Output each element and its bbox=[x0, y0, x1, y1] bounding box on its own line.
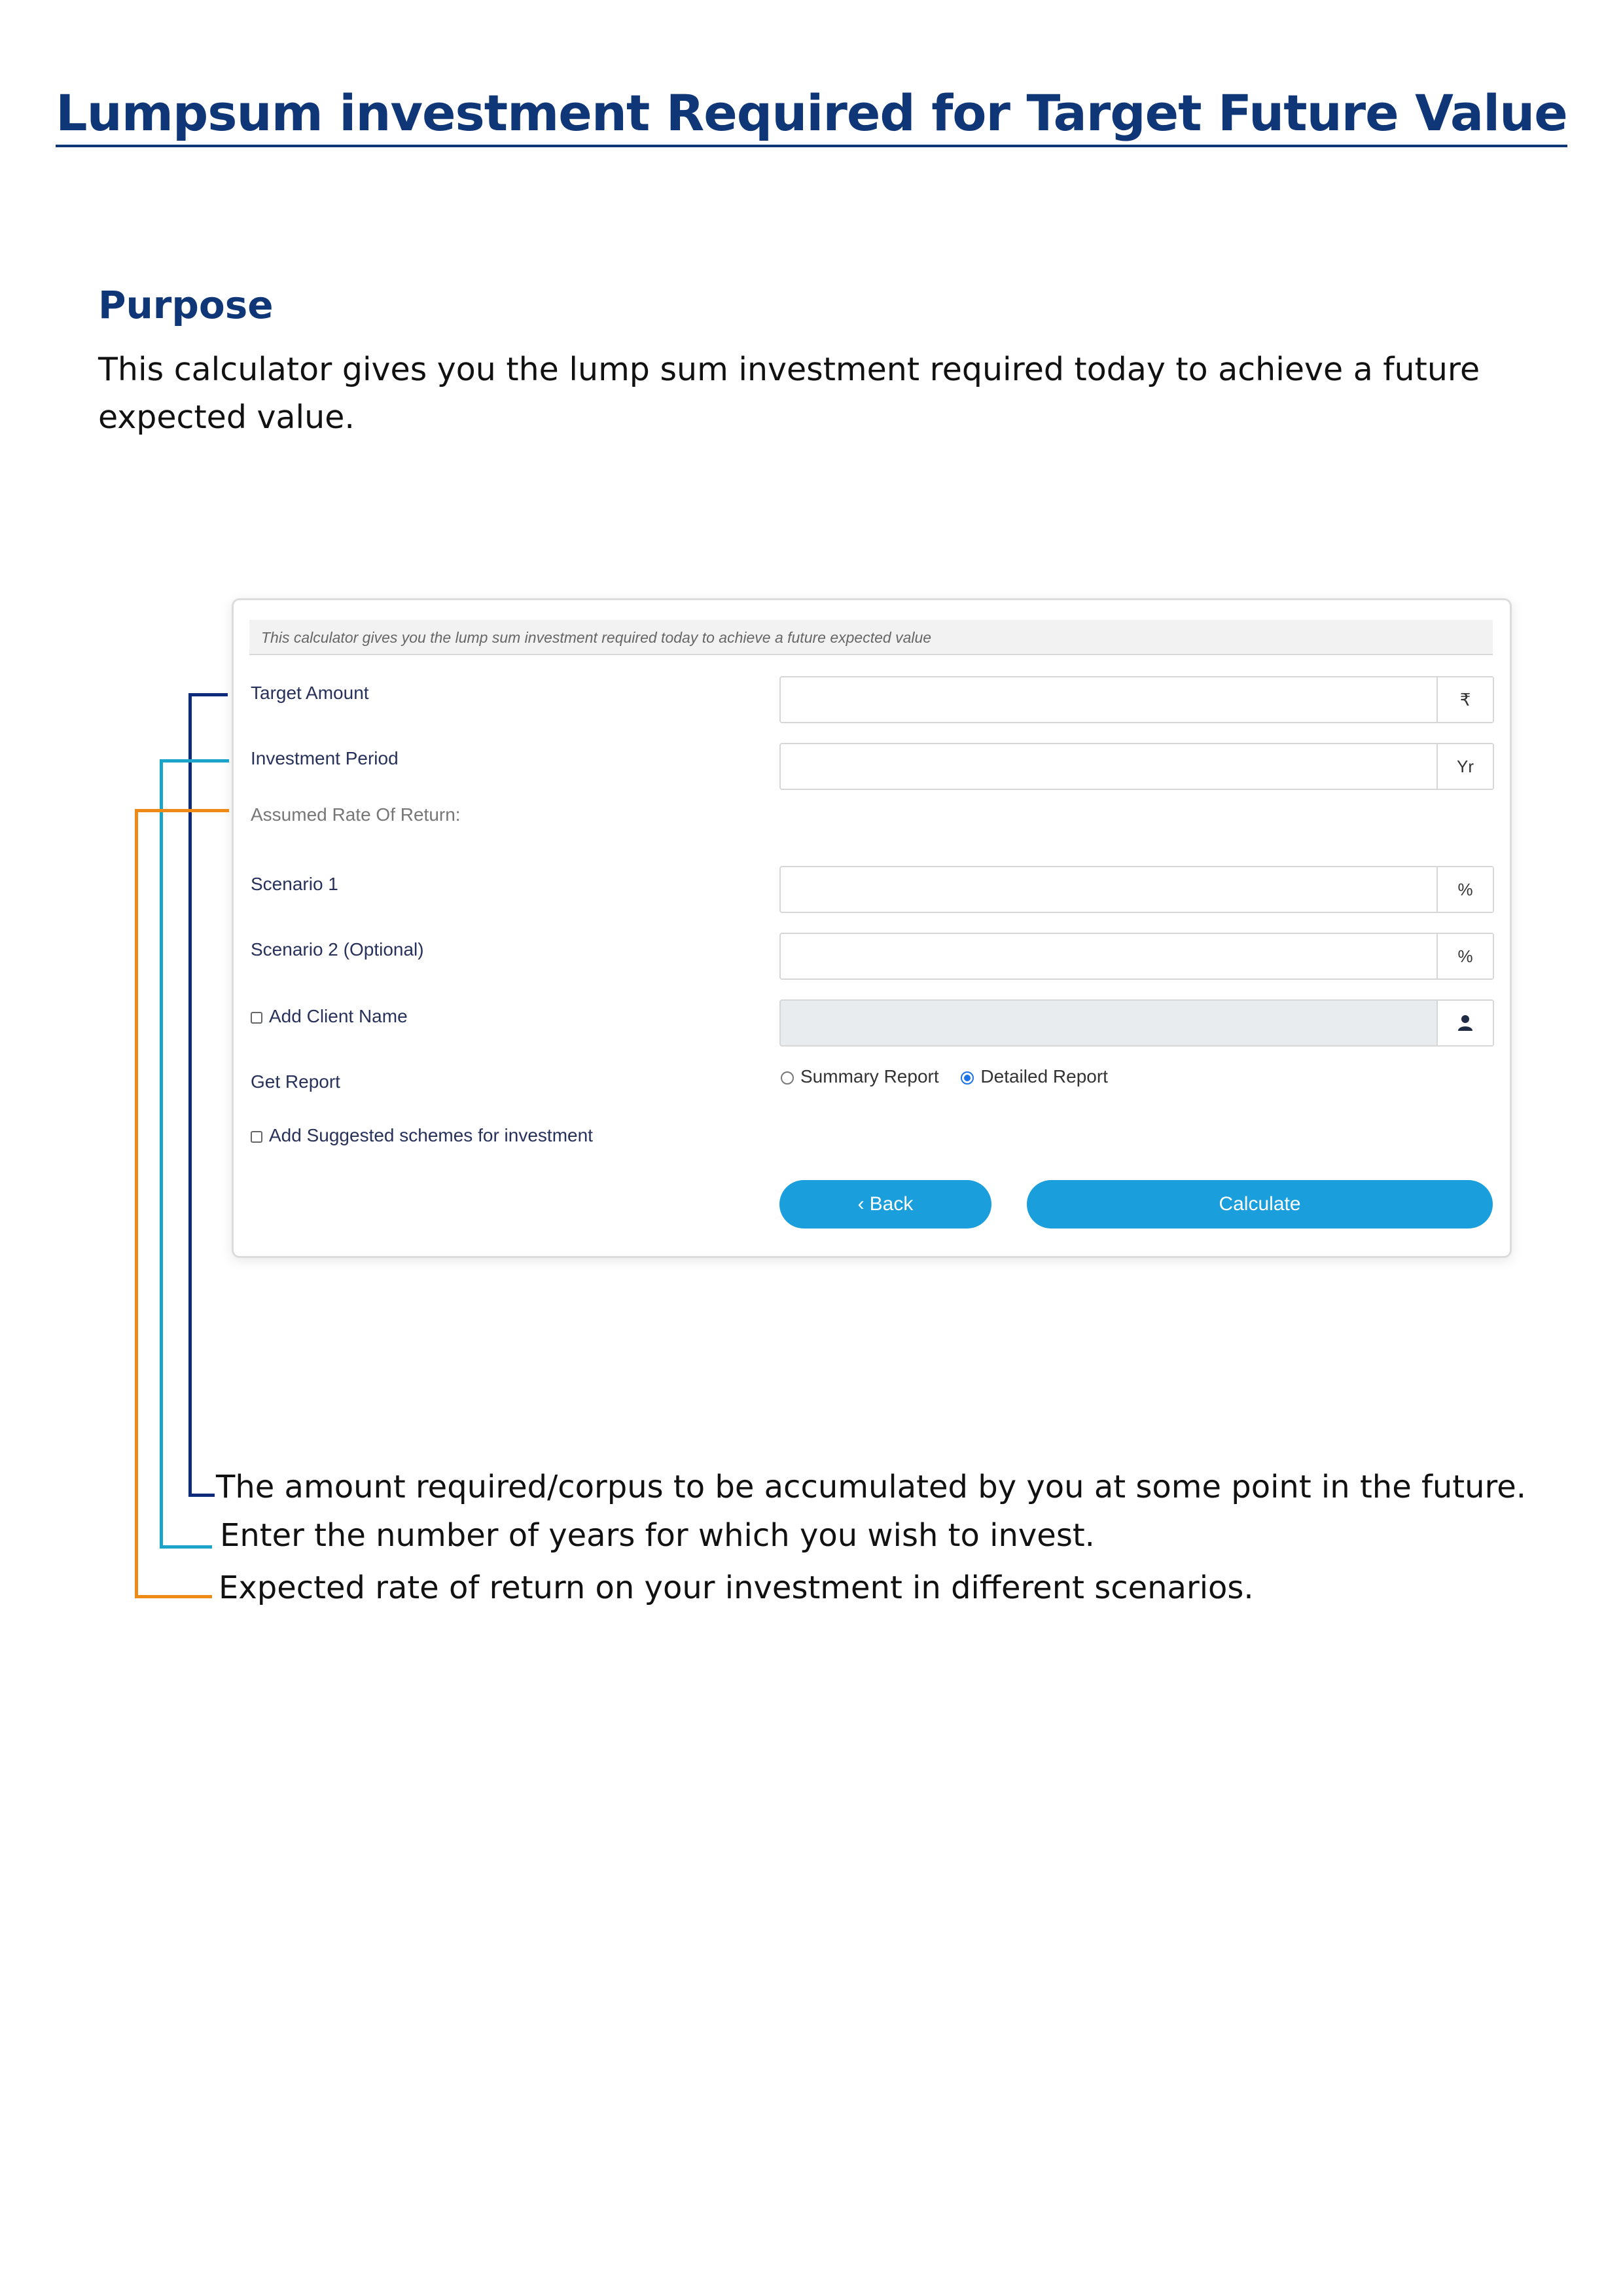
report-type-radio-group bbox=[781, 1066, 1125, 1087]
suggested-schemes-label: Add Suggested schemes for investment bbox=[269, 1125, 593, 1145]
calculate-button-label: Calculate bbox=[1219, 1193, 1301, 1215]
detailed-report-label: Detailed Report bbox=[980, 1066, 1108, 1086]
investment-period-input[interactable] bbox=[779, 743, 1494, 790]
purpose-text: This calculator gives you the lump sum investment required today to achieve a future expected value. bbox=[98, 351, 1480, 436]
add-client-name-checkbox[interactable] bbox=[251, 1012, 262, 1024]
target-connector-bottom bbox=[188, 1494, 215, 1497]
suggested-schemes-option[interactable] bbox=[251, 1125, 593, 1146]
investment-period-label: Investment Period bbox=[251, 748, 399, 768]
summary-report-option[interactable] bbox=[781, 1066, 939, 1087]
page-title-text: Lumpsum investment Required for Target Future Value bbox=[56, 84, 1567, 147]
rate-connector-bottom bbox=[135, 1595, 212, 1598]
percent-addon: % bbox=[1436, 934, 1493, 978]
add-client-name-option[interactable] bbox=[251, 1006, 408, 1027]
summary-report-radio[interactable] bbox=[781, 1071, 794, 1085]
rate-of-return-label: Assumed Rate Of Return: bbox=[251, 804, 461, 825]
calculator-card bbox=[232, 598, 1512, 1258]
user-icon bbox=[1436, 1001, 1493, 1045]
calculator-description: This calculator gives you the lump sum investment required today to achieve a future expected value bbox=[249, 620, 1493, 655]
rate-of-return-note: Expected rate of return on your investment in different scenarios. bbox=[219, 1570, 1254, 1606]
rate-connector-top bbox=[135, 809, 229, 812]
period-connector-top bbox=[160, 759, 229, 762]
period-connector-vertical bbox=[160, 759, 163, 1549]
target-amount-note: The amount required/corpus to be accumulated by you at some point in the future. bbox=[216, 1469, 1527, 1505]
rupee-addon: ₹ bbox=[1436, 677, 1493, 722]
detailed-report-option[interactable] bbox=[961, 1066, 1108, 1087]
client-name-input[interactable] bbox=[779, 999, 1494, 1047]
investment-period-note: Enter the number of years for which you wish to invest. bbox=[220, 1517, 1095, 1554]
back-button-label: Back bbox=[869, 1193, 914, 1215]
target-amount-input[interactable] bbox=[779, 676, 1494, 723]
rate-connector-vertical bbox=[135, 809, 138, 1598]
page-title bbox=[0, 84, 1623, 142]
target-connector-top bbox=[188, 693, 228, 696]
scenario-2-label: Scenario 2 (Optional) bbox=[251, 939, 424, 960]
year-addon: Yr bbox=[1436, 744, 1493, 789]
scenario-2-input[interactable] bbox=[779, 933, 1494, 980]
scenario-1-input[interactable] bbox=[779, 866, 1494, 913]
percent-addon: % bbox=[1436, 867, 1493, 912]
scenario-1-label: Scenario 1 bbox=[251, 874, 338, 894]
target-amount-label: Target Amount bbox=[251, 683, 369, 703]
add-client-name-label: Add Client Name bbox=[269, 1006, 408, 1026]
purpose-heading: Purpose bbox=[98, 283, 274, 327]
chevron-left-icon: ‹ bbox=[857, 1193, 865, 1215]
calculate-button[interactable] bbox=[1027, 1180, 1493, 1229]
get-report-label: Get Report bbox=[251, 1071, 340, 1092]
back-button[interactable] bbox=[779, 1180, 991, 1229]
suggested-schemes-checkbox[interactable] bbox=[251, 1131, 262, 1143]
period-connector-bottom bbox=[160, 1545, 212, 1549]
summary-report-label: Summary Report bbox=[800, 1066, 939, 1086]
detailed-report-radio[interactable] bbox=[961, 1071, 974, 1085]
target-connector-vertical bbox=[188, 693, 192, 1497]
